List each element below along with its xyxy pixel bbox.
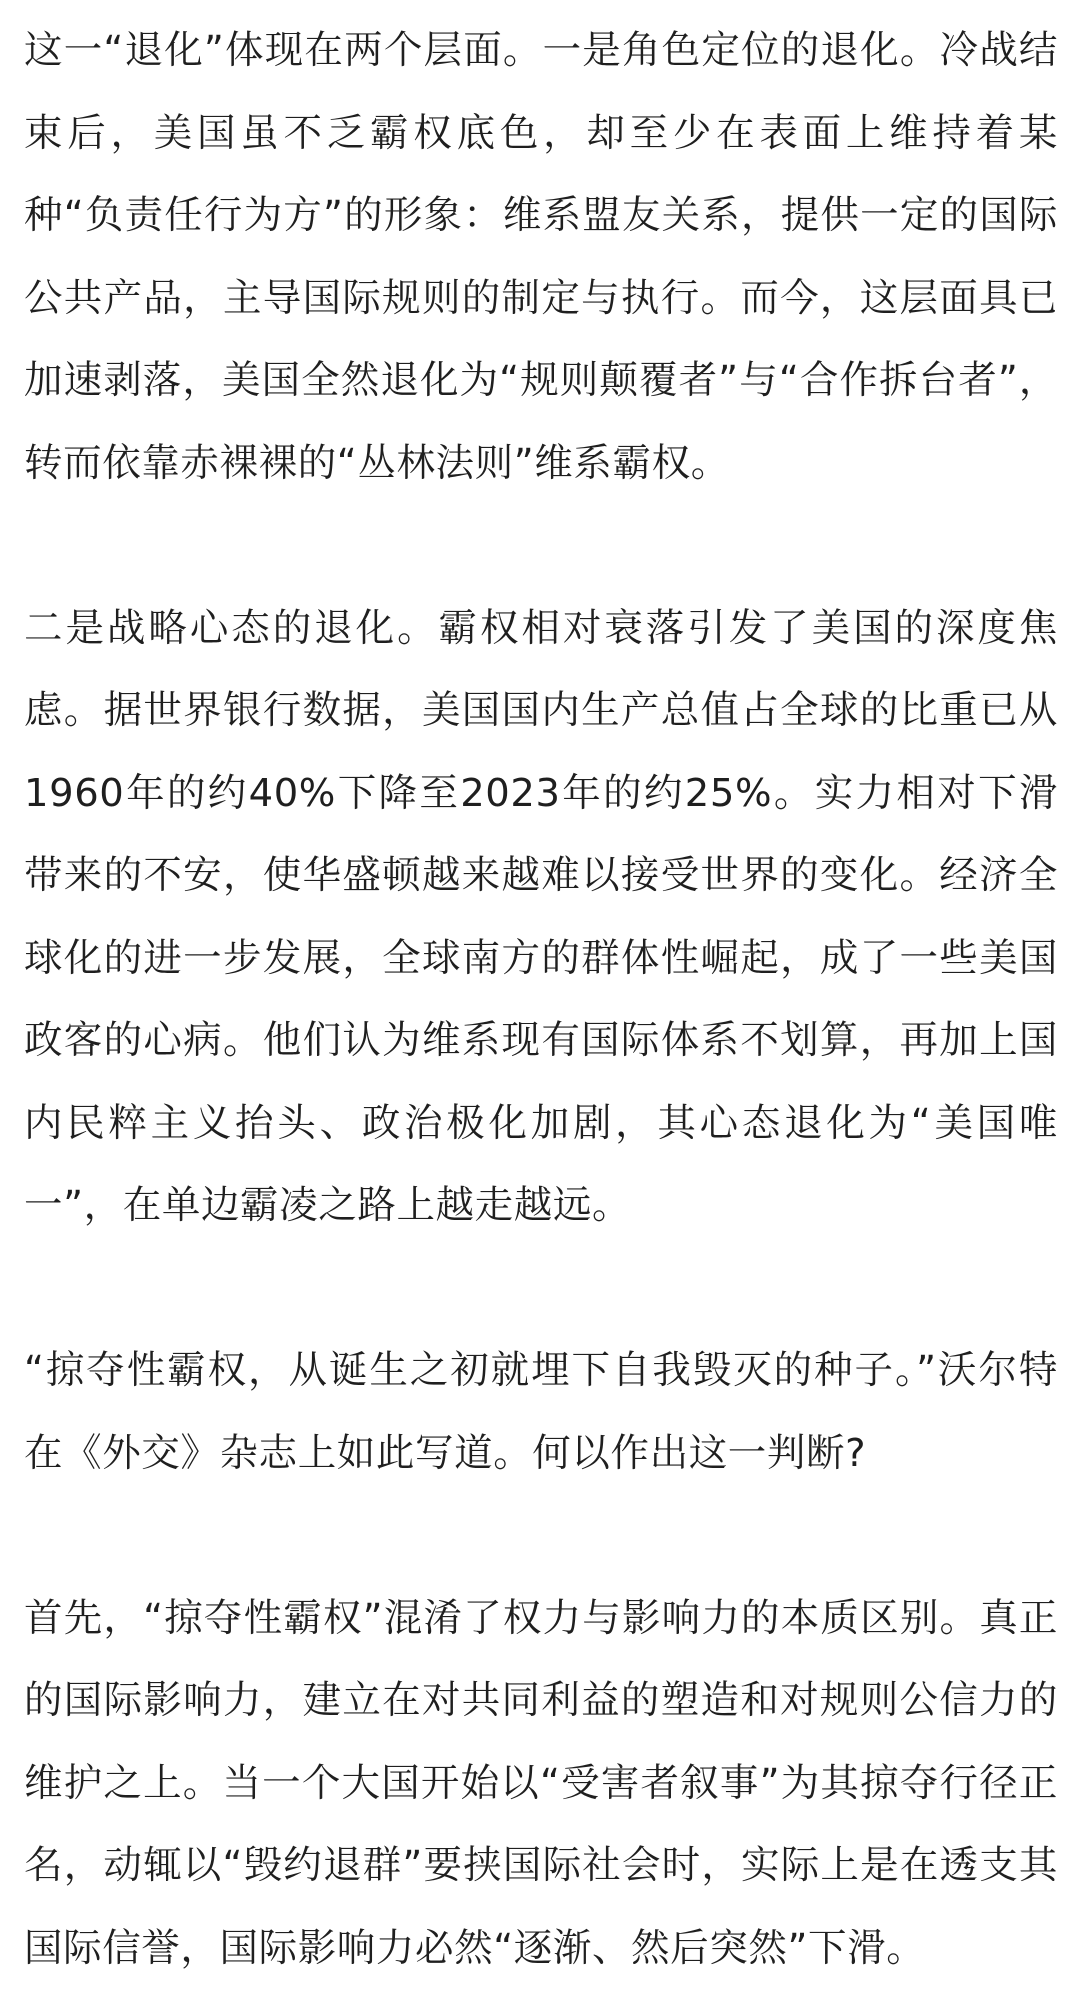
paragraph-first-reason: 首先，“掠夺性霸权”混淆了权力与影响力的本质区别。真正的国际影响力，建立在对共同利益的塑造和对规则公信力的维护之上。当一个大国开始以“受害者叙事”为其掠夺行径正名，动辄以“毁约退群”要挟国际社会时，实际上是在透支其国际信誉，国际影响力必然“逐渐、然后突然”下滑。: [24, 1578, 1058, 1990]
paragraph-role-regression: 这一“退化”体现在两个层面。一是角色定位的退化。冷战结束后，美国虽不乏霸权底色，却至少在表面上维持着某种“负责任行为方”的形象：维系盟友关系，提供一定的国际公共产品，主导国际规则的制定与执行。而今，这层面具已加速剥落，美国全然退化为“规则颠覆者”与“合作拆台者”，转而依靠赤裸裸的“丛林法则”维系霸权。: [24, 10, 1058, 505]
paragraph-quote-walt: “掠夺性霸权，从诞生之初就埋下自我毁灭的种子。”沃尔特在《外交》杂志上如此写道。何以作出这一判断?: [24, 1330, 1058, 1495]
paragraph-strategic-mindset: 二是战略心态的退化。霸权相对衰落引发了美国的深度焦虑。据世界银行数据，美国国内生产总值占全球的比重已从1960年的约40%下降至2023年的约25%。实力相对下滑带来的不安，使华盛顿越来越难以接受世界的变化。经济全球化的进一步发展，全球南方的群体性崛起，成了一些美国政客的心病。他们认为维系现有国际体系不划算，再加上国内民粹主义抬头、政治极化加剧，其心态退化为“美国唯一”，在单边霸凌之路上越走越远。: [24, 588, 1058, 1248]
